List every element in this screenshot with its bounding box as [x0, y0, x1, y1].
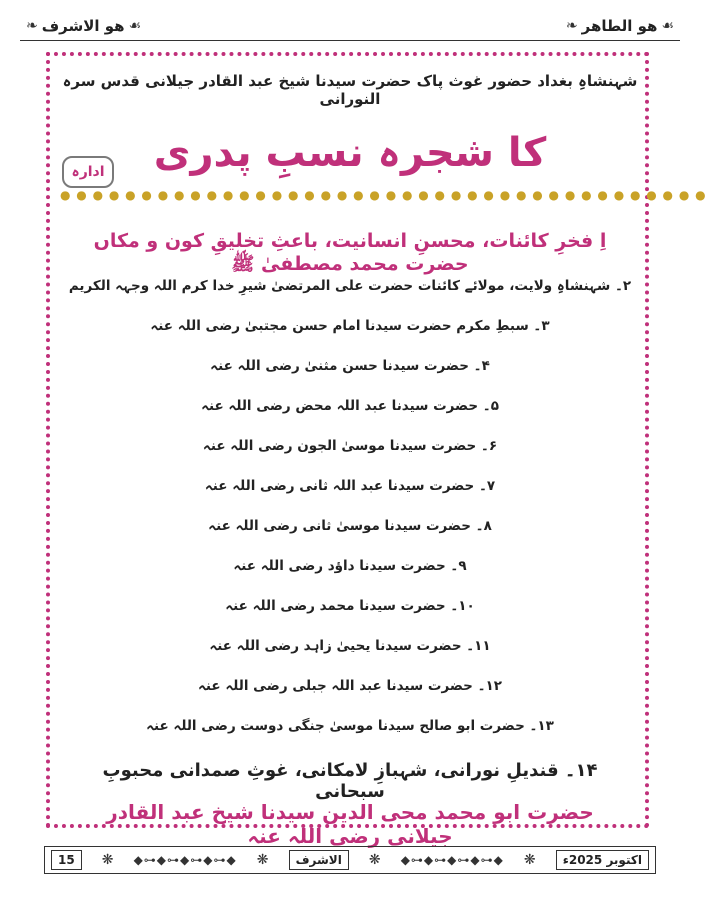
- page-number: 15: [51, 850, 82, 870]
- gold-dot-divider: ● ● ● ● ● ● ● ● ● ● ● ● ● ● ● ● ● ● ● ● ● ● ● ● ● ● ● ● ● ● ● ● ● ● ● ● ● ● ● ●: [60, 188, 707, 202]
- issue-date: اکتوبر 2025ء: [556, 850, 649, 870]
- lineage-entry: ۶۔ حضرت سیدنا موسیٰ الجون رضی اللہ عنہ: [202, 438, 498, 454]
- star-flower-icon: ❋: [101, 852, 114, 868]
- lineage-entry: ۴۔ حضرت سیدنا حسن مثنیٰ رضی اللہ عنہ: [210, 358, 490, 374]
- ornament-band: ◆⊶◆⊶◆⊶◆⊶◆: [133, 853, 237, 867]
- star-flower-icon: ❋: [256, 852, 269, 868]
- lineage-entry: ۲۔ شہنشاہِ ولایت، مولائے کائنات حضرت علی المرتضیٰ شیرِ خدا کرم اللہ وجہہ الکریم: [68, 278, 632, 294]
- lineage-entry: ۹۔ حضرت سیدنا داؤد رضی اللہ عنہ: [233, 558, 467, 574]
- lineage-entry-14: ۱۴۔ قندیلِ نورانی، شہبازِ لامکانی، غوثِ صمدانی محبوبِ سبحانی: [102, 760, 598, 802]
- magazine-name: الاشرف: [289, 850, 349, 870]
- lineage-entry-final: حضرت ابو محمد محی الدین سیدنا شیخ عبد القادر جیلانی رضی اللہ عنہ: [106, 800, 594, 848]
- lineage-entry: ۱۱۔ حضرت سیدنا یحییٰ زاہد رضی اللہ عنہ: [209, 638, 491, 654]
- lineage-entry: ۳۔ سبطِ مکرم حضرت سیدنا امام حسن مجتبیٰ رضی اللہ عنہ: [150, 318, 550, 334]
- ornament-band: ◆⊶◆⊶◆⊶◆⊶◆: [400, 853, 504, 867]
- ornament-flourish-icon: ☙: [128, 18, 142, 34]
- ornament-flourish-icon: ❧: [26, 18, 38, 34]
- ornament-flourish-icon: ☙: [661, 18, 674, 34]
- page-title: کا شجرہ نسبِ پدری: [153, 130, 547, 176]
- running-header-right: [566, 14, 674, 38]
- intro-line: شہنشاہِ بغداد حضور غوث پاک حضرت سیدنا شیخ عبد القادر جیلانی قدس سرہ النورانی: [62, 72, 638, 108]
- star-flower-icon: ❋: [523, 852, 536, 868]
- lineage-entry: ۱۰۔ حضرت سیدنا محمد رضی اللہ عنہ: [225, 598, 475, 614]
- lineage-entry: ۸۔ حضرت سیدنا موسیٰ ثانی رضی اللہ عنہ: [208, 518, 492, 534]
- lineage-entry: ۵۔ حضرت سیدنا عبد اللہ محض رضی اللہ عنہ: [201, 398, 499, 414]
- lineage-entry-1: اِ فخرِ کائنات، محسنِ انسانیت، باعثِ تخلیقِ کون و مکاں حضرت محمد مصطفیٰ ﷺ: [93, 230, 607, 275]
- ornament-flourish-icon: ❧: [565, 18, 578, 34]
- lineage-entry: ۱۳۔ حضرت ابو صالح سیدنا موسیٰ جنگی دوست رضی اللہ عنہ: [146, 718, 554, 734]
- page-footer: [44, 846, 656, 874]
- star-flower-icon: ❋: [368, 852, 381, 868]
- header-left-text: ھو الاشرف: [41, 17, 125, 35]
- idara-badge: ادارہ: [62, 156, 114, 188]
- running-header-left: [26, 14, 141, 38]
- lineage-entry: ۷۔ حضرت سیدنا عبد اللہ ثانی رضی اللہ عنہ: [204, 478, 496, 494]
- header-divider: [20, 40, 680, 41]
- header-right-text: ھو الطاھر: [581, 17, 658, 35]
- lineage-entry: ۱۲۔ حضرت سیدنا عبد اللہ جبلی رضی اللہ عنہ: [197, 678, 502, 694]
